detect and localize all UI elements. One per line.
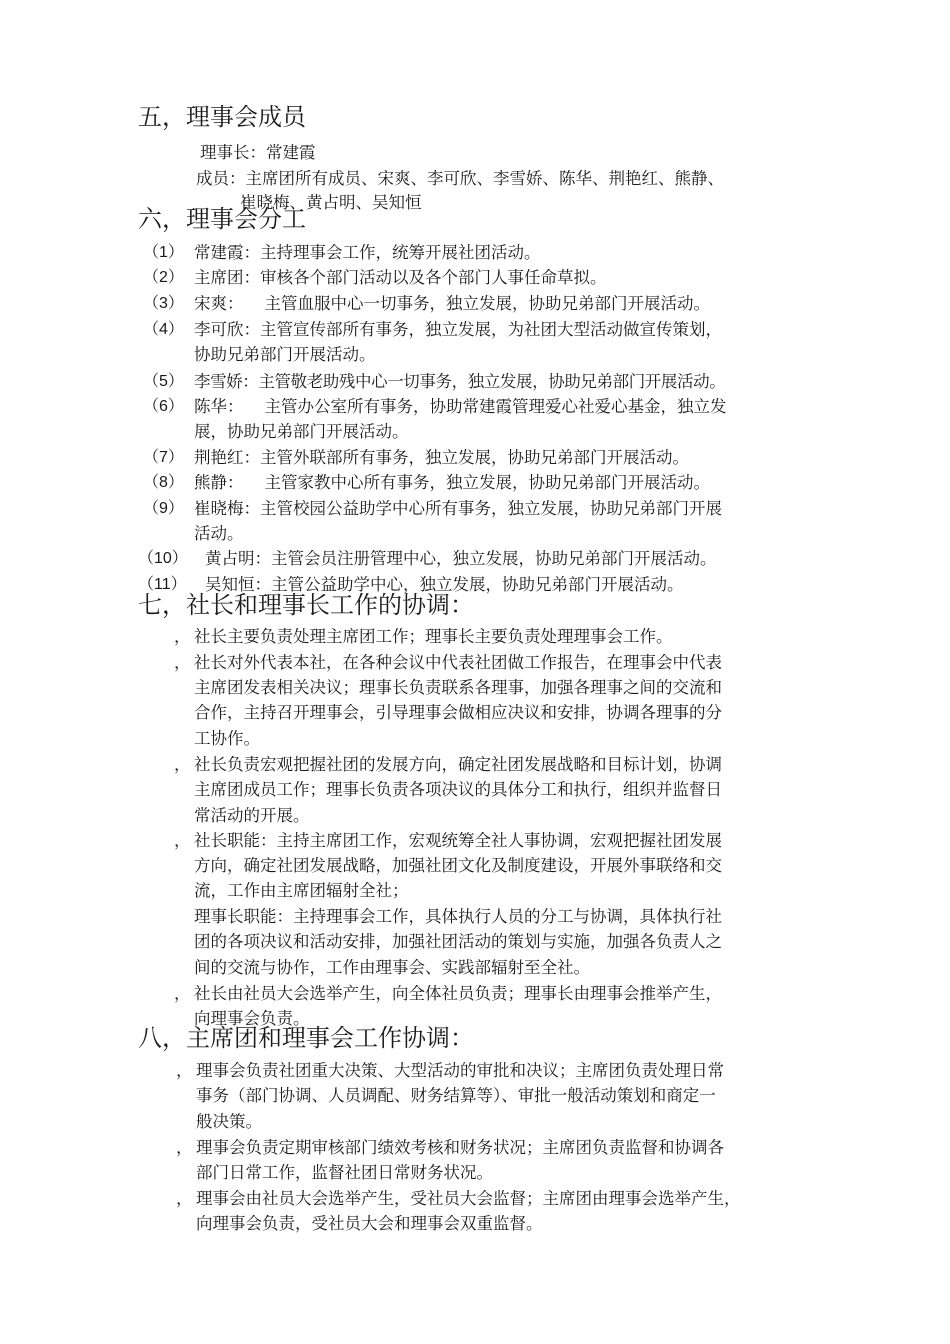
- item-2-text: 主席团：审核各个部门活动以及各个部门人事任命草拟。: [194, 268, 607, 287]
- s7-b4-line-1: 社长职能：主持主席团工作，宏观统筹全社人事协调，宏观把握社团发展: [194, 831, 722, 850]
- s7-b4-line-5: 团的各项决议和活动安排，加强社团活动的策划与实施，加强各负责人之: [194, 932, 722, 951]
- item-7-num: （7）: [143, 449, 184, 466]
- s8-bullet-2: ，: [176, 1138, 193, 1157]
- s7-bullet-2: ，: [174, 653, 191, 672]
- item-6-text-1: 陈华： 主管办公室所有事务，协助常建霞管理爱心社爱心基金，独立发: [194, 397, 727, 416]
- members-line-1: 成员：主席团所有成员、宋爽、李可欣、李雪娇、陈华、荆艳红、熊静、: [196, 169, 724, 188]
- item-8-num: （8）: [143, 474, 184, 491]
- item-11-text: 吴知恒：主管公益助学中心，独立发展，协助兄弟部门开展活动。: [205, 575, 684, 594]
- item-5-num: （5）: [143, 373, 184, 390]
- item-4-text-1: 李可欣：主管宣传部所有事务，独立发展，为社团大型活动做宣传策划，: [194, 320, 722, 339]
- s7-b5-line-1: 社长由社员大会选举产生，向全体社员负责；理事长由理事会推举产生，: [194, 984, 722, 1003]
- item-1-text: 常建霞：主持理事会工作，统筹开展社团活动。: [194, 243, 541, 262]
- s8-bullet-3: ，: [176, 1189, 193, 1208]
- section-6-title: 六，理事会分工: [138, 205, 306, 233]
- s8-b1-line-3: 般决策。: [196, 1112, 262, 1131]
- item-8-text: 熊静： 主管家教中心所有事务，独立发展，协助兄弟部门开展活动。: [194, 473, 710, 492]
- s7-b2-line-4: 工协作。: [194, 729, 260, 748]
- s7-bullet-5: ，: [174, 984, 191, 1003]
- section-5-title: 五，理事会成员: [138, 103, 306, 131]
- s7-b3-line-1: 社长负责宏观把握社团的发展方向，确定社团发展战略和目标计划，协调: [194, 755, 722, 774]
- s7-b3-line-2: 主席团成员工作；理事长负责各项决议的具体分工和执行，组织并监督日: [194, 780, 722, 799]
- item-6-num: （6）: [143, 398, 184, 415]
- s8-b2-line-1: 理事会负责定期审核部门绩效考核和财务状况；主席团负责监督和协调各: [196, 1138, 724, 1157]
- item-4-num: （4）: [143, 321, 184, 338]
- s7-b5-line-2: 向理事会负责。: [194, 1009, 310, 1028]
- section-8-title: 八，主席团和理事会工作协调：: [138, 1024, 474, 1052]
- s7-b3-line-3: 常活动的开展。: [194, 806, 310, 825]
- item-7-text: 荆艳红：主管外联部所有事务，独立发展，协助兄弟部门开展活动。: [194, 448, 689, 467]
- s7-bullet-4: ，: [174, 831, 191, 850]
- s8-b3-line-1: 理事会由社员大会选举产生，受社员大会监督；主席团由理事会选举产生，: [196, 1189, 741, 1208]
- s7-b1-line-1: 社长主要负责处理主席团工作；理事长主要负责处理理事会工作。: [194, 627, 673, 646]
- s8-b2-line-2: 部门日常工作，监督社团日常财务状况。: [196, 1163, 493, 1182]
- s7-b2-line-1: 社长对外代表本社，在各种会议中代表社团做工作报告，在理事会中代表: [194, 653, 722, 672]
- members-line-2: 崔晓梅、黄占明、吴知恒: [240, 193, 422, 212]
- item-10-text: 黄占明：主管会员注册管理中心，独立发展，协助兄弟部门开展活动。: [205, 549, 717, 568]
- s8-b3-line-2: 向理事会负责，受社员大会和理事会双重监督。: [196, 1214, 543, 1233]
- item-9-text-2: 活动。: [194, 524, 244, 543]
- chair-line: 理事长：常建霞: [200, 143, 316, 162]
- item-9-text-1: 崔晓梅：主管校园公益助学中心所有事务，独立发展，协助兄弟部门开展: [194, 499, 722, 518]
- s7-b2-line-3: 合作，主持召开理事会，引导理事会做相应决议和安排，协调各理事的分: [194, 703, 722, 722]
- s7-bullet-1: ，: [174, 627, 191, 646]
- section-7-title: 七，社长和理事长工作的协调：: [138, 591, 474, 619]
- item-11-num: （11）: [138, 576, 187, 593]
- item-2-num: （2）: [143, 269, 184, 286]
- s7-bullet-3: ，: [174, 755, 191, 774]
- item-4-text-2: 协助兄弟部门开展活动。: [194, 345, 376, 364]
- item-9-num: （9）: [143, 500, 184, 517]
- s7-b4-line-3: 流，工作由主席团辐射全社；: [194, 881, 409, 900]
- s8-b1-line-1: 理事会负责社团重大决策、大型活动的审批和决议；主席团负责处理日常: [196, 1061, 724, 1080]
- s7-b4-line-2: 方向，确定社团发展战略，加强社团文化及制度建设，开展外事联络和交: [194, 856, 722, 875]
- item-3-text: 宋爽： 主管血服中心一切事务，独立发展，协助兄弟部门开展活动。: [194, 294, 710, 313]
- item-6-text-2: 展，协助兄弟部门开展活动。: [194, 422, 409, 441]
- s8-b1-line-2: 事务（部门协调、人员调配、财务结算等）、审批一般活动策划和商定一: [196, 1086, 716, 1105]
- item-3-num: （3）: [143, 295, 184, 312]
- item-5-text: 李雪娇：主管敬老助残中心一切事务，独立发展，协助兄弟部门开展活动。: [194, 372, 726, 391]
- item-1-num: （1）: [143, 244, 184, 261]
- s7-b2-line-2: 主席团发表相关决议；理事长负责联系各理事，加强各理事之间的交流和: [194, 678, 722, 697]
- s7-b4-line-4: 理事长职能：主持理事会工作，具体执行人员的分工与协调，具体执行社: [194, 907, 722, 926]
- item-10-num: （10）: [138, 550, 188, 567]
- s7-b4-line-6: 间的交流与协作，工作由理事会、实践部辐射至全社。: [194, 958, 590, 977]
- s8-bullet-1: ，: [176, 1061, 193, 1080]
